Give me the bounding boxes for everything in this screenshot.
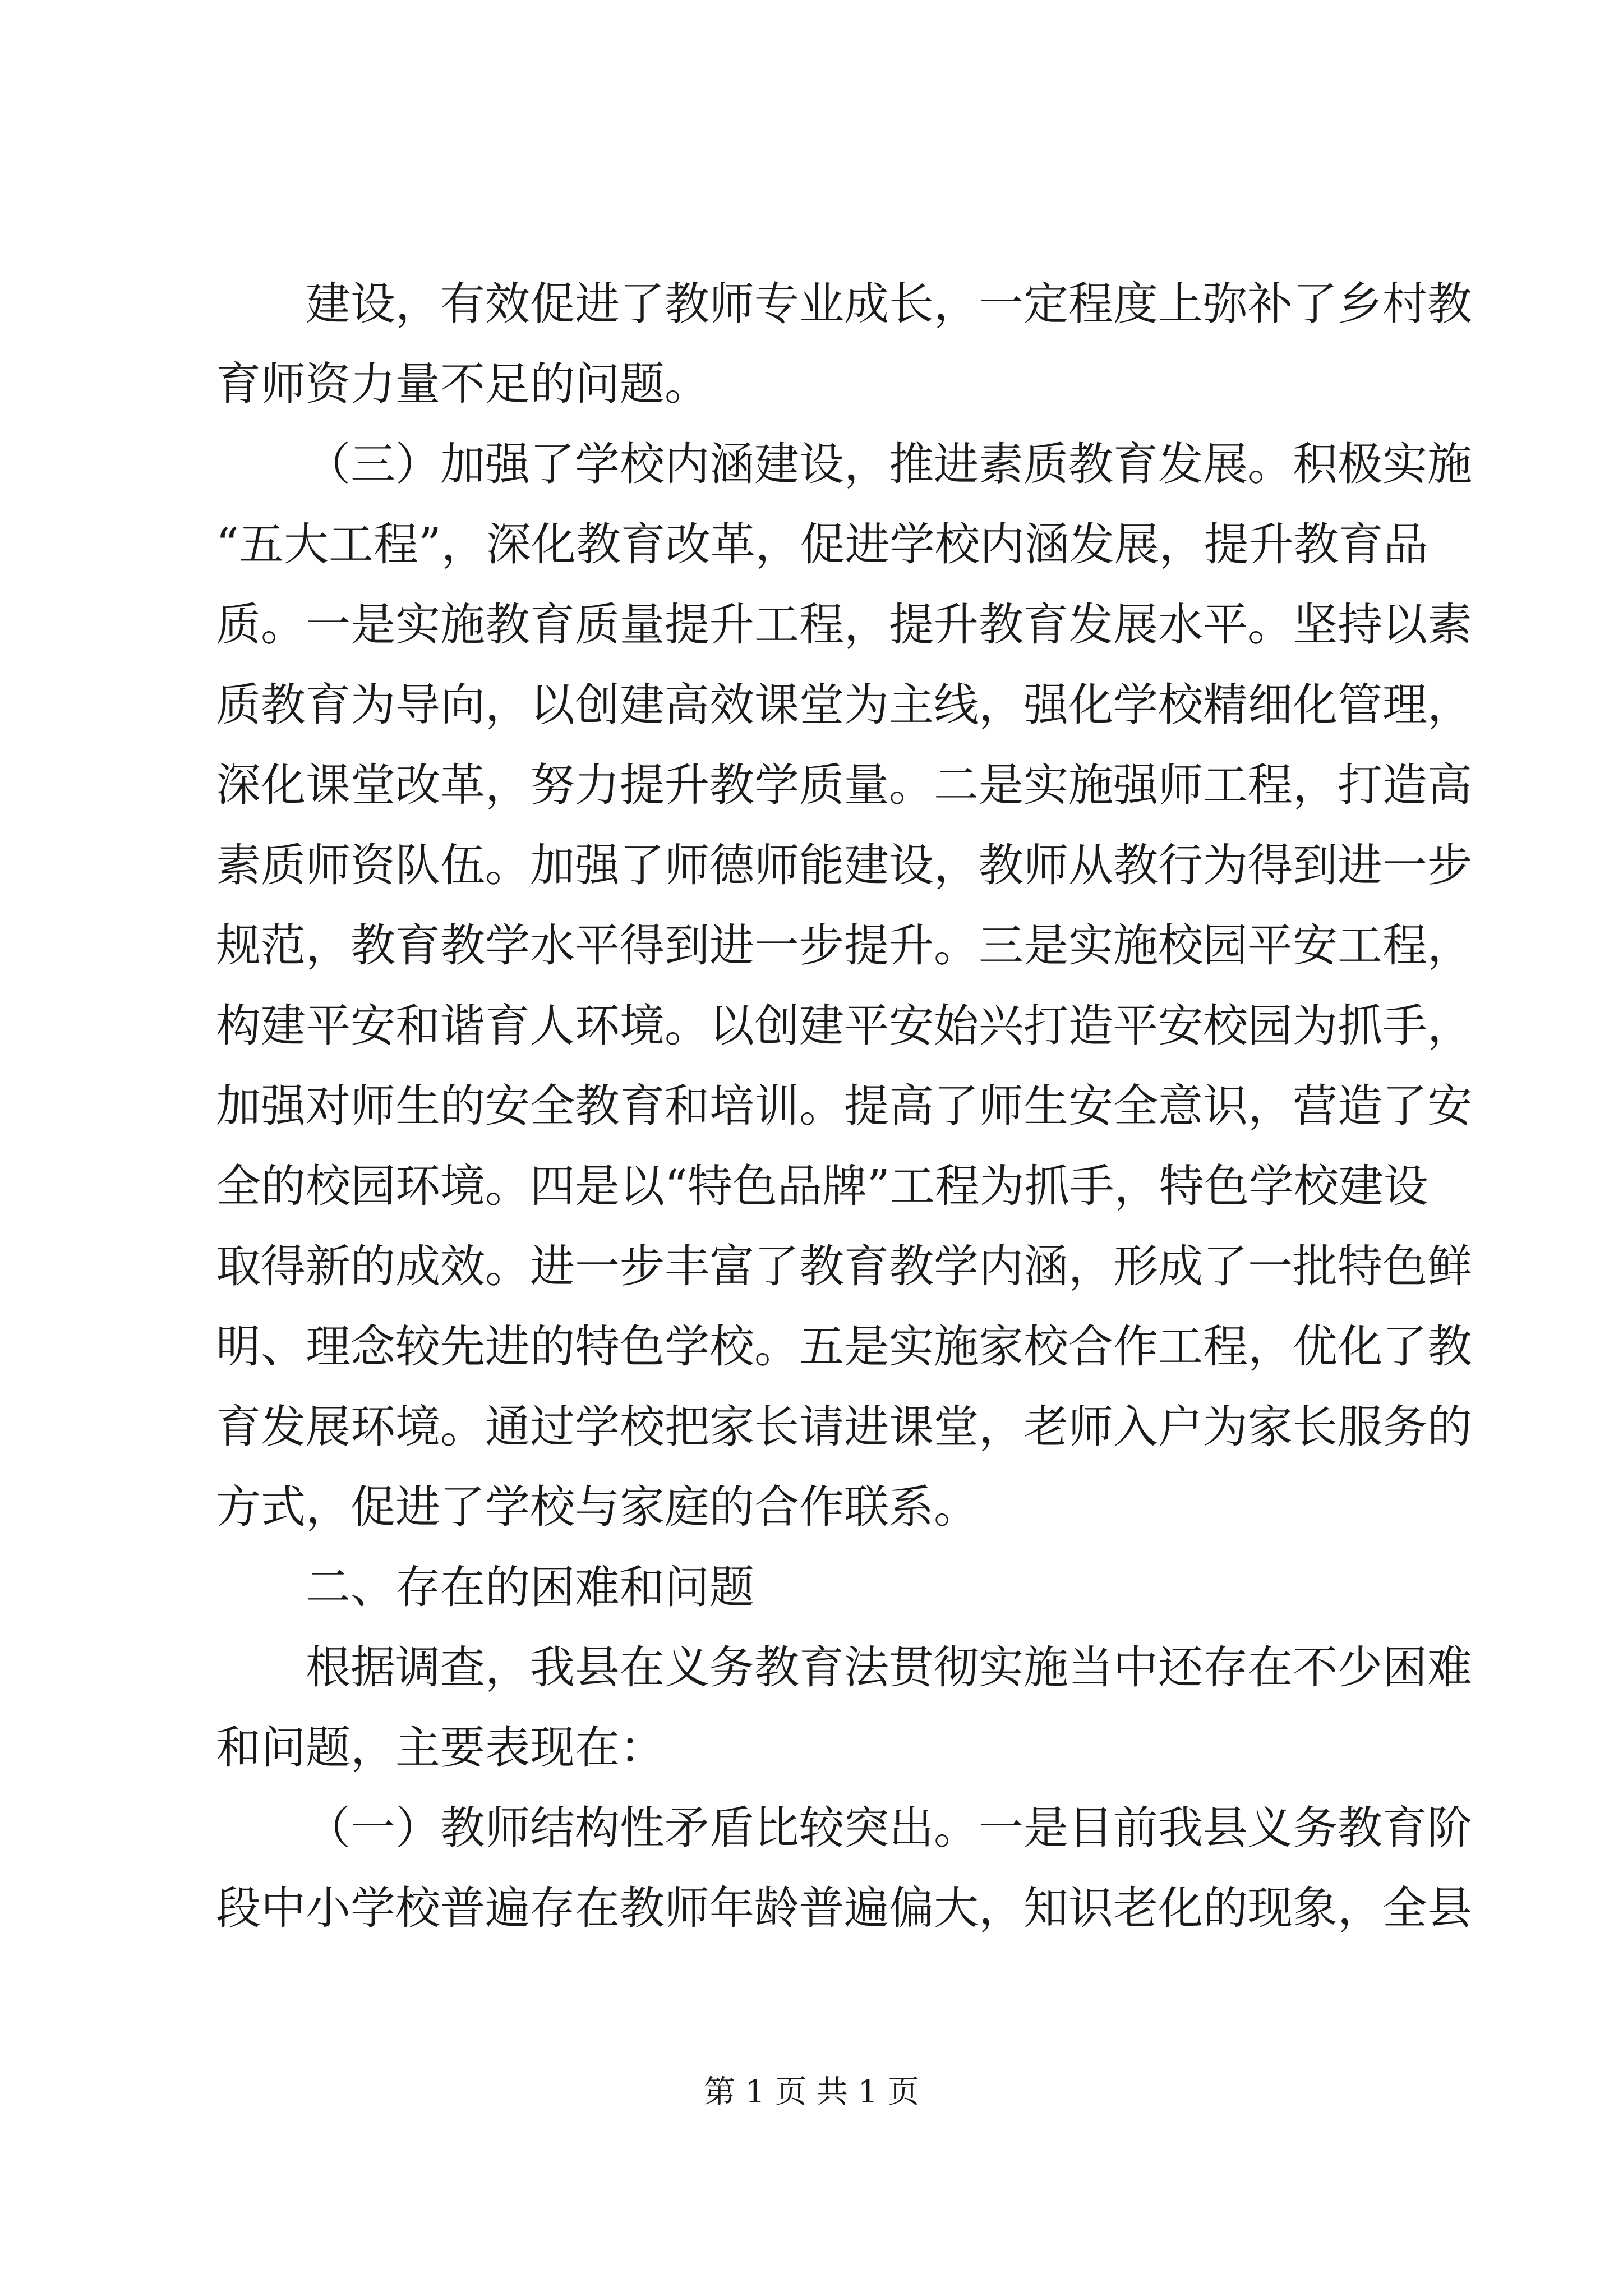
text-line: 深化课堂改革，努力提升教学质量。二是实施强师工程，打造高 [216, 759, 1472, 811]
document-body [216, 264, 1472, 1948]
text-line: 和问题，主要表现在： [216, 1722, 665, 1774]
text-line: 根据调查，我县在义务教育法贯彻实施当中还存在不少困难 [306, 1641, 1472, 1694]
text-line: 建设，有效促进了教师专业成长，一定程度上弥补了乡村教 [306, 278, 1472, 330]
text-line: 全的校园环境。四是以“特色品牌”工程为抓手，特色学校建设 [216, 1160, 1428, 1212]
text-line: 加强对师生的安全教育和培训。提高了师生安全意识，营造了安 [216, 1080, 1472, 1132]
text-line: 方式，促进了学校与家庭的合作联系。 [216, 1481, 979, 1533]
text-line: 质。一是实施教育质量提升工程，提升教育发展水平。坚持以素 [216, 599, 1472, 651]
text-line: 取得新的成效。进一步丰富了教育教学内涵，形成了一批特色鲜 [216, 1240, 1472, 1292]
text-line: 明、理念较先进的特色学校。五是实施家校合作工程，优化了教 [216, 1320, 1472, 1373]
text-line: 规范，教育教学水平得到进一步提升。三是实施校园平安工程， [216, 919, 1472, 972]
text-line: （一）教师结构性矛盾比较突出。一是目前我县义务教育阶 [306, 1802, 1472, 1854]
text-line: 育发展环境。通过学校把家长请进课堂，老师入户为家长服务的 [216, 1401, 1472, 1453]
text-line: 育师资力量不足的问题。 [216, 358, 709, 410]
text-line: 段中小学校普遍存在教师年龄普遍偏大，知识老化的现象，全县 [216, 1882, 1472, 1934]
text-line: （三）加强了学校内涵建设，推进素质教育发展。积极实施 [306, 438, 1472, 490]
text-line: 质教育为导向，以创建高效课堂为主线，强化学校精细化管理， [216, 679, 1472, 731]
text-line: 素质师资队伍。加强了师德师能建设，教师从教行为得到进一步 [216, 839, 1472, 891]
page-footer: 第 1 页 共 1 页 [703, 2074, 920, 2110]
text-line: 二、存在的困难和问题 [306, 1561, 754, 1613]
text-line: 构建平安和谐育人环境。以创建平安始兴打造平安校园为抓手， [216, 1000, 1472, 1052]
text-line: “五大工程”，深化教育改革，促进学校内涵发展，提升教育品 [216, 518, 1428, 570]
